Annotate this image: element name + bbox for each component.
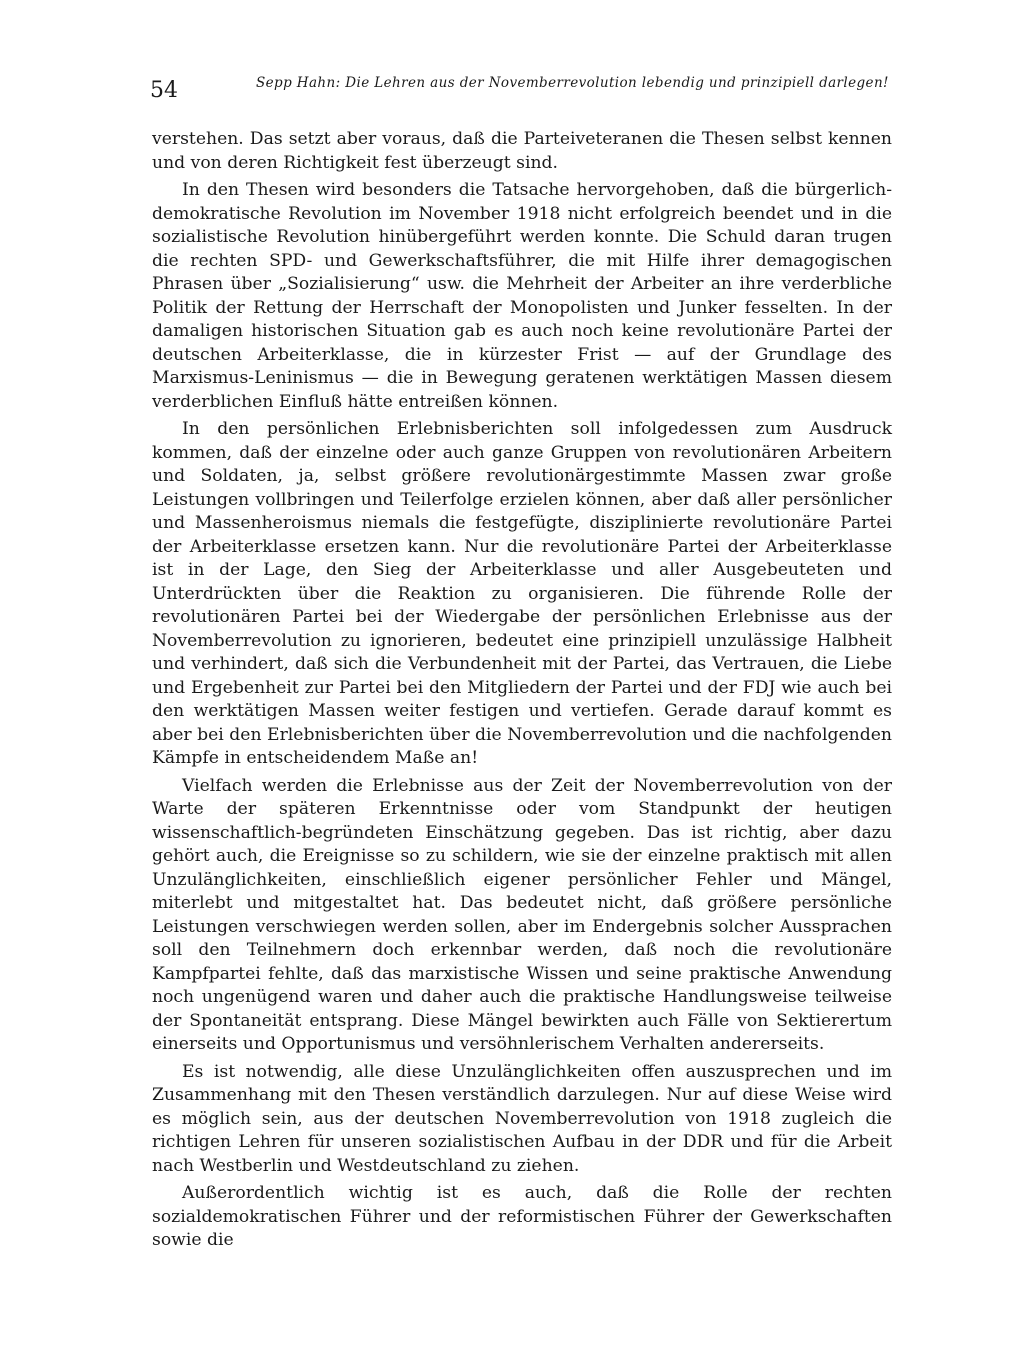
paragraph: Vielfach werden die Erlebnisse aus der Zeit der Novemberrevolution von der Warte der späteren Erkenntnisse oder vom Standpunkt der heutigen wissenschaftlich-begründeten Einschätzung gegeben. Das ist richtig, aber dazu gehört auch, die Ereignisse so zu schildern, wie sie der einzelne praktisch mit allen Unzulänglichkeiten, einschließlich eigener persönlicher Fehler und Mängel, miterlebt und mitgestaltet hat. Das bedeutet nicht, daß größere persönliche Leistungen verschwiegen werden sollen, aber im Endergebnis solcher Aussprachen soll den Teilnehmern doch erkennbar werden, daß noch die revolutionäre Kampfpartei fehlte, daß das marxistische Wissen und seine praktische Anwendung noch ungenügend waren und daher auch die praktische Handlungsweise teilweise der Spontaneität entsprang. Diese Mängel bewirkten auch Fälle von Sektierertum einerseits und Opportunismus und versöhnlerischem Verhalten andererseits. [152,775,892,1054]
paragraph-continuation: verstehen. Das setzt aber voraus, daß die Parteiveteranen die Thesen selbst kennen und von deren Richtigkeit fest überzeugt sind. [152,129,892,173]
paragraph: In den Thesen wird besonders die Tatsache hervorgehoben, daß die bürgerlich-demokratische Revolution im November 1918 nicht erfolgreich beendet und in die sozialistische Revolution hinübergeführt werden konnte. Die Schuld daran trugen die rechten SPD- und Gewerkschaftsführer, die mit Hilfe ihrer demagogischen Phrasen über „Sozialisierung“ usw. die Mehrheit der Arbeiter an ihre verderbliche Politik der Rettung der Herrschaft der Monopolisten und Junker fesselten. In der damaligen historischen Situation gab es auch noch keine revolutionäre Partei der deutschen Arbeiterklasse, die in kürzester Frist — auf der Grundlage des Marxismus-Leninismus — die in Bewegung geratenen werktätigen Massen diesem verderblichen Einfluß hätte entreißen können. [152,180,892,412]
paragraph: In den persönlichen Erlebnisberichten soll infolgedessen zum Ausdruck kommen, daß der einzelne oder auch ganze Gruppen von revolutionären Arbeitern und Soldaten, ja, selbst größere revolutionärgestimmte Massen zwar große Leistungen vollbringen und Teilerfolge erzielen können, aber daß aller persönlicher und Massenheroismus niemals die festgefügte, disziplinierte revolutionäre Partei der Arbeiterklasse ersetzen kann. Nur die revolutionäre Partei der Arbeiterklasse ist in der Lage, den Sieg der Arbeiterklasse und aller Ausgebeuteten und Unterdrückten über die Reaktion zu organisieren. Die führende Rolle der revolutionären Partei bei der Wiedergabe der persönlichen Erlebnisse aus der Novemberrevolution zu ignorieren, bedeutet eine prinzipiell unzulässige Halbheit und verhindert, daß sich die Verbundenheit mit der Partei, das Vertrauen, die Liebe und Ergebenheit zur Partei bei den Mitgliedern der Partei und der FDJ wie auch bei den werktätigen Massen weiter festigen und vertiefen. Gerade darauf kommt es aber bei den Erlebnisberichten über die Novemberrevolution und die nachfolgenden Kämpfe in entscheidendem Maße an! [152,419,892,768]
paragraph: Außerordentlich wichtig ist es auch, daß die Rolle der rechten sozialdemokratischen Führer und der reformistischen Führer der Gewerkschaften sowie die [152,1183,892,1250]
paragraph: Es ist notwendig, alle diese Unzulänglichkeiten offen auszusprechen und im Zusammenhang mit den Thesen verständlich darzulegen. Nur auf diese Weise wird es möglich sein, aus der deutschen Novemberrevolution von 1918 zugleich die richtigen Lehren für unseren sozialistischen Aufbau in der DDR und für die Arbeit nach Westberlin und Westdeutschland zu ziehen. [152,1061,892,1176]
running-head: Sepp Hahn: Die Lehren aus der Novemberrevolution lebendig und prinzipiell darlegen! [256,75,889,91]
body-text [152,128,892,1253]
page-header [150,74,890,114]
page-number: 54 [150,78,178,103]
